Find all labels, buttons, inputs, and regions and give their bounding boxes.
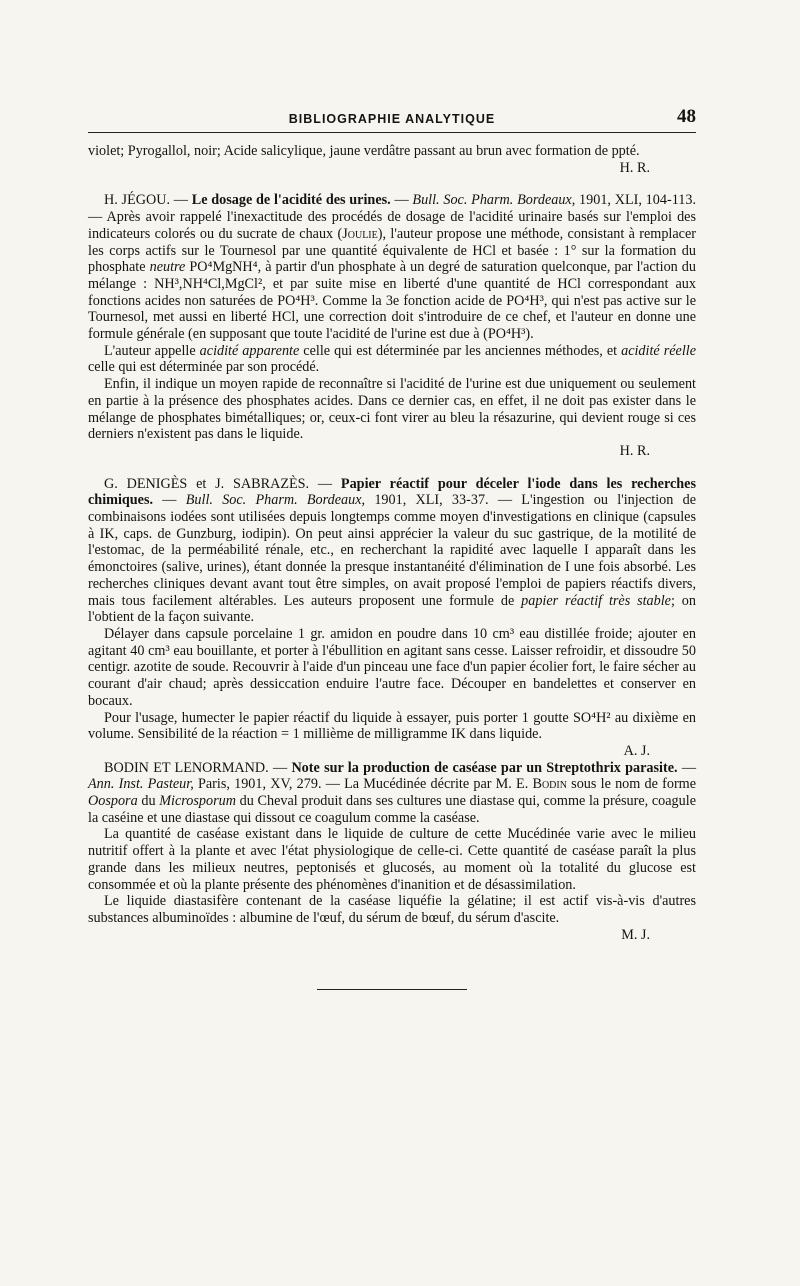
journal-reference: Ann. Inst. Pasteur, [88,776,194,793]
running-title: BIBLIOGRAPHIE ANALYTIQUE [288,112,496,126]
article-paragraph: Le liquide diastasifère contenant de la caséase liquéfie la gélatine; il est actif vis-à-vis d'autres substances albuminoïdes : albumine de l'œuf, du sérum de bœuf, du sérum d'ascite. [88,893,696,926]
article-paragraph: Délayer dans capsule porcelaine 1 gr. amidon en poudre dans 10 cm³ eau distillée froide; ajouter en agitant 40 cm³ eau bouillante, et porter à l'ébullition en agitant sans cesse. Laisser refroidir, et dissoudre 50 centigr. azotite de soude. Recouvrir à l'aide d'un pinceau une face d'un papier écolier fort, le faire sécher au courant d'air chaud; après dessiccation enduire l'autre face. Découper en bandelettes et conserver en bocaux. [88,625,696,709]
article-author: BODIN ET LENORMAND. [104,759,269,776]
article-signature: A. J. [623,742,650,759]
running-header [88,104,696,133]
article-paragraph: La quantité de caséase existant dans le liquide de culture de cette Mucédinée varie avec le milieu nutritif offert à la plante et avec l'état physiologique de celle-ci. Cette quantité de caséase paraît la plus grande dans les milieux neutres, peptonisés et glucosés, au moment où la totalité du glucose est consommée et où la plante présente des phénomènes d'inanition et de désassimilation. [88,826,696,893]
article-title: Papier réactif pour déceler l'iode dans les recherches chimiques. [88,475,696,509]
article-title: Le dosage de l'acidité des urines. [191,192,391,209]
article-paragraph: H. JÉGOU. — Le dosage de l'acidité des urines. — Bull. Soc. Pharm. Bordeaux, 1901, XLI, 104-113. — Après avoir rappelé l'inexactitude des procédés de dosage de l'acidité urinaire basés sur l'emploi des indicateurs colorés ou du sucrate de chaux (Joulie), l'auteur propose une méthode, consistant à remplacer les corps actifs sur le Tournesol par une quantité équivalente de HCl et basée : 1° sur la formation du phosphate neutre PO⁴MgNH⁴, à partir d'un phosphate à un degré de saturation quelconque, par l'action du mélange : NH³,NH⁴Cl,MgCl², et par suite mise en liberté d'une quantité de HCl correspondant aux fonctions acides non saturées de PO⁴H³. Comme la 3e fonction acide de PO⁴H³, qui n'est pas active sur le Tournesol, met aussi en liberté HCl, une correction doit s'introduire de ce chef, et l'auteur en donne une formule générale (en supposant que toute l'acidité de l'urine est due à (PO⁴H³). [88,192,696,343]
article-author: G. DENIGÈS et J. SABRAZÈS. [104,475,310,492]
page [88,104,696,990]
journal-reference: Bull. Soc. Pharm. Bordeaux, [185,492,366,509]
article-title: Note sur la production de caséase par un Streptothrix parasite. [291,759,678,776]
article-paragraph: BODIN ET LENORMAND. — Note sur la production de caséase par un Streptothrix parasite. — Ann. Inst. Pasteur, Paris, 1901, XV, 279. — La Mucédinée décrite par M. E. Bodin sous le nom de forme Oospora du Microsporum du Cheval produit dans ses cultures une diastase qui, comme la présure, coagule la caséine et une diastase qui dissout ce coagulum comme la caséase. [88,759,697,826]
article-author: H. JÉGOU. [104,192,171,209]
continuation-signature: H. R. [619,159,650,176]
article-paragraph: L'auteur appelle acidité apparente celle qui est déterminée par les anciennes méthodes, et acidité réelle celle qui est déterminée par son procédé. [88,342,697,376]
article-paragraph: Enfin, il indique un moyen rapide de reconnaître si l'acidité de l'urine est due uniquement ou seulement en partie à la présence des phosphates acides. Dans ce dernier cas, en effet, il ne doit pas exister dans le mélange de phosphates bimétalliques; or, ceux-ci font virer au bleu la résazurine, qui devient rouge si ces derniers n'existent pas dans le liquide. [88,376,696,443]
article-signature: M. J. [621,926,650,943]
page-number: 48 [677,106,696,127]
continuation-paragraph: violet; Pyrogallol, noir; Acide salicylique, jaune verdâtre passant au brun avec formation de ppté. [88,143,640,159]
article-paragraph: Pour l'usage, humecter le papier réactif du liquide à essayer, puis porter 1 goutte SO⁴H² au dixième en volume. Sensibilité de la réaction = 1 millième de milligramme IK dans liquide. [88,709,696,743]
article-signature: H. R. [619,442,650,459]
article-paragraph: G. DENIGÈS et J. SABRAZÈS. — Papier réactif pour déceler l'iode dans les recherches chimiques. — Bull. Soc. Pharm. Bordeaux, 1901, XLI, 33-37. — L'ingestion ou l'injection de combinaisons iodées sont utilisées depuis longtemps comme moyen d'investigations en clinique (capsules à IK, caps. de Gunzburg, iodipin). On peut ainsi apprécier la valeur du suc gastrique, de la motilité de l'estomac, de la perméabilité rénale, etc., en recherchant la rapidité avec laquelle I apparaît dans les émonctoires (salive, urines), étant donnée la presque instantanéité d'élimination de I une fois absorbé. Les recherches cliniques devant avant tout être simples, on avait proposé l'emploi de papiers réactifs divers, mais tous facilement altérables. Les auteurs proposent une formule de papier réactif très stable; on l'obtient de la façon suivante. [88,475,696,626]
article-jegou [88,192,696,459]
article-bodin-lenormand [88,760,696,944]
journal-reference: Bull. Soc. Pharm. Bordeaux, [412,192,576,209]
end-rule [317,989,467,990]
article-deniges-sabrazes [88,476,696,760]
